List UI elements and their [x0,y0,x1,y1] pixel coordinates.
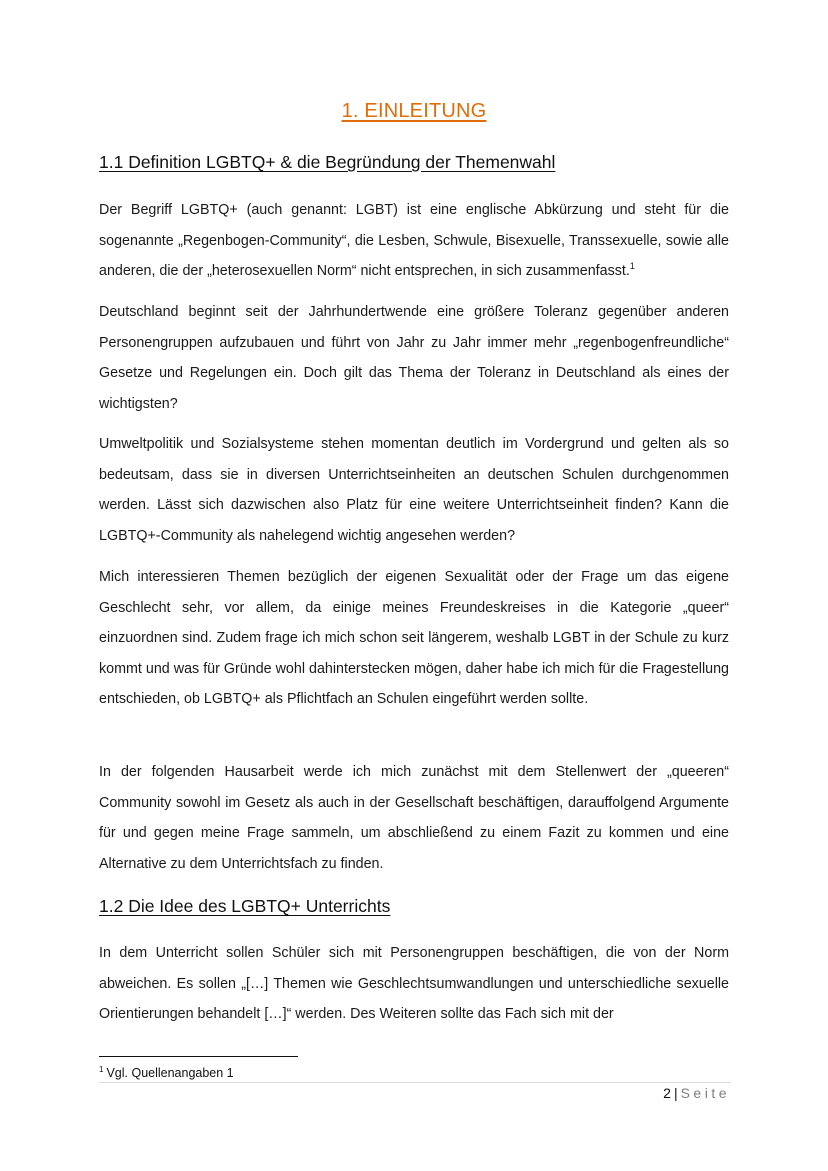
paragraph-idea: In dem Unterricht sollen Schüler sich mit Personengruppen beschäftigen, die von der Norm abweichen. Es sollen „[…] Themen wie Geschlechtsumwandlungen und unterschiedliche sexuelle Orientierungen behandelt […]“ werden. Des Weiteren sollte das Fach sich mit der [99,945,729,1022]
paragraph-outline: In der folgenden Hausarbeit werde ich mich zunächst mit dem Stellenwert der „queeren“ Community sowohl im Gesetz als auch in der Gesellschaft beschäftigen, darauffolgend Argumente für und gegen meine Frage sammeln, um abschließend zu einem Fazit zu kommen und eine Alternative zu dem Unterrichtsfach zu finden. [99,764,729,872]
page-number [663,1085,730,1101]
paragraph-text: Der Begriff LGBTQ+ (auch genannt: LGBT) ist eine englische Abkürzung und steht für die sogenannte „Regenbogen-Community“, die Lesben, Schwule, Bisexuelle, Transsexuelle, sowie alle anderen, die der „heterosexuellen Norm“ nicht entsprechen, in sich zusammenfasst. [99,202,729,279]
section-heading-1-1: 1.1 Definition LGBTQ+ & die Begründung der Themenwahl [99,152,556,172]
paragraph-curriculum: Umweltpolitik und Sozialsysteme stehen momentan deutlich im Vordergrund und gelten als so bedeutsam, dass sie in diversen Unterrichtseinheiten an deutschen Schulen durchgenommen werden. Lässt sich dazwischen also Platz für eine weitere Unterrichtseinheit finden? Kann die LGBTQ+-Community als nahelegend wichtig angesehen werden? [99,436,729,544]
paragraph-definition [99,195,729,287]
chapter-title: 1. EINLEITUNG [341,100,487,122]
section-heading-1-2: 1.2 Die Idee des LGBTQ+ Unterrichts [99,896,391,916]
footnote-text: Vgl. Quellenangaben 1 [106,1066,234,1080]
footnote-number: 1 [99,1064,104,1074]
page-number-value: 2 [663,1085,671,1101]
footer-divider [99,1082,731,1083]
paragraph-motivation: Mich interessieren Themen bezüglich der eigenen Sexualität oder der Frage um das eigene Geschlecht sehr, vor allem, da einige meines Freundeskreises in die Kategorie „queer“ einzuordnen sind. Zudem frage ich mich schon seit längerem, weshalb LGBT in der Schule zu kurz kommt und was für Gründe wohl dahinterstecken mögen, daher habe ich mich für die Fragestellung entschieden, ob LGBTQ+ als Pflichtfach an Schulen eingeführt werden sollte. [99,569,729,707]
footnote-divider [99,1056,298,1057]
footnote [99,1066,234,1080]
page-number-separator: | [673,1085,678,1101]
footnote-reference: 1 [629,261,635,272]
page-label: Seite [680,1085,730,1101]
paragraph-tolerance: Deutschland beginnt seit der Jahrhundertwende eine größere Toleranz gegenüber anderen Personengruppen aufzubauen und führt von Jahr zu Jahr immer mehr „regenbogenfreundliche“ Gesetze und Regelungen ein. Doch gilt das Thema der Toleranz in Deutschland als eines der wichtigsten? [99,304,729,412]
